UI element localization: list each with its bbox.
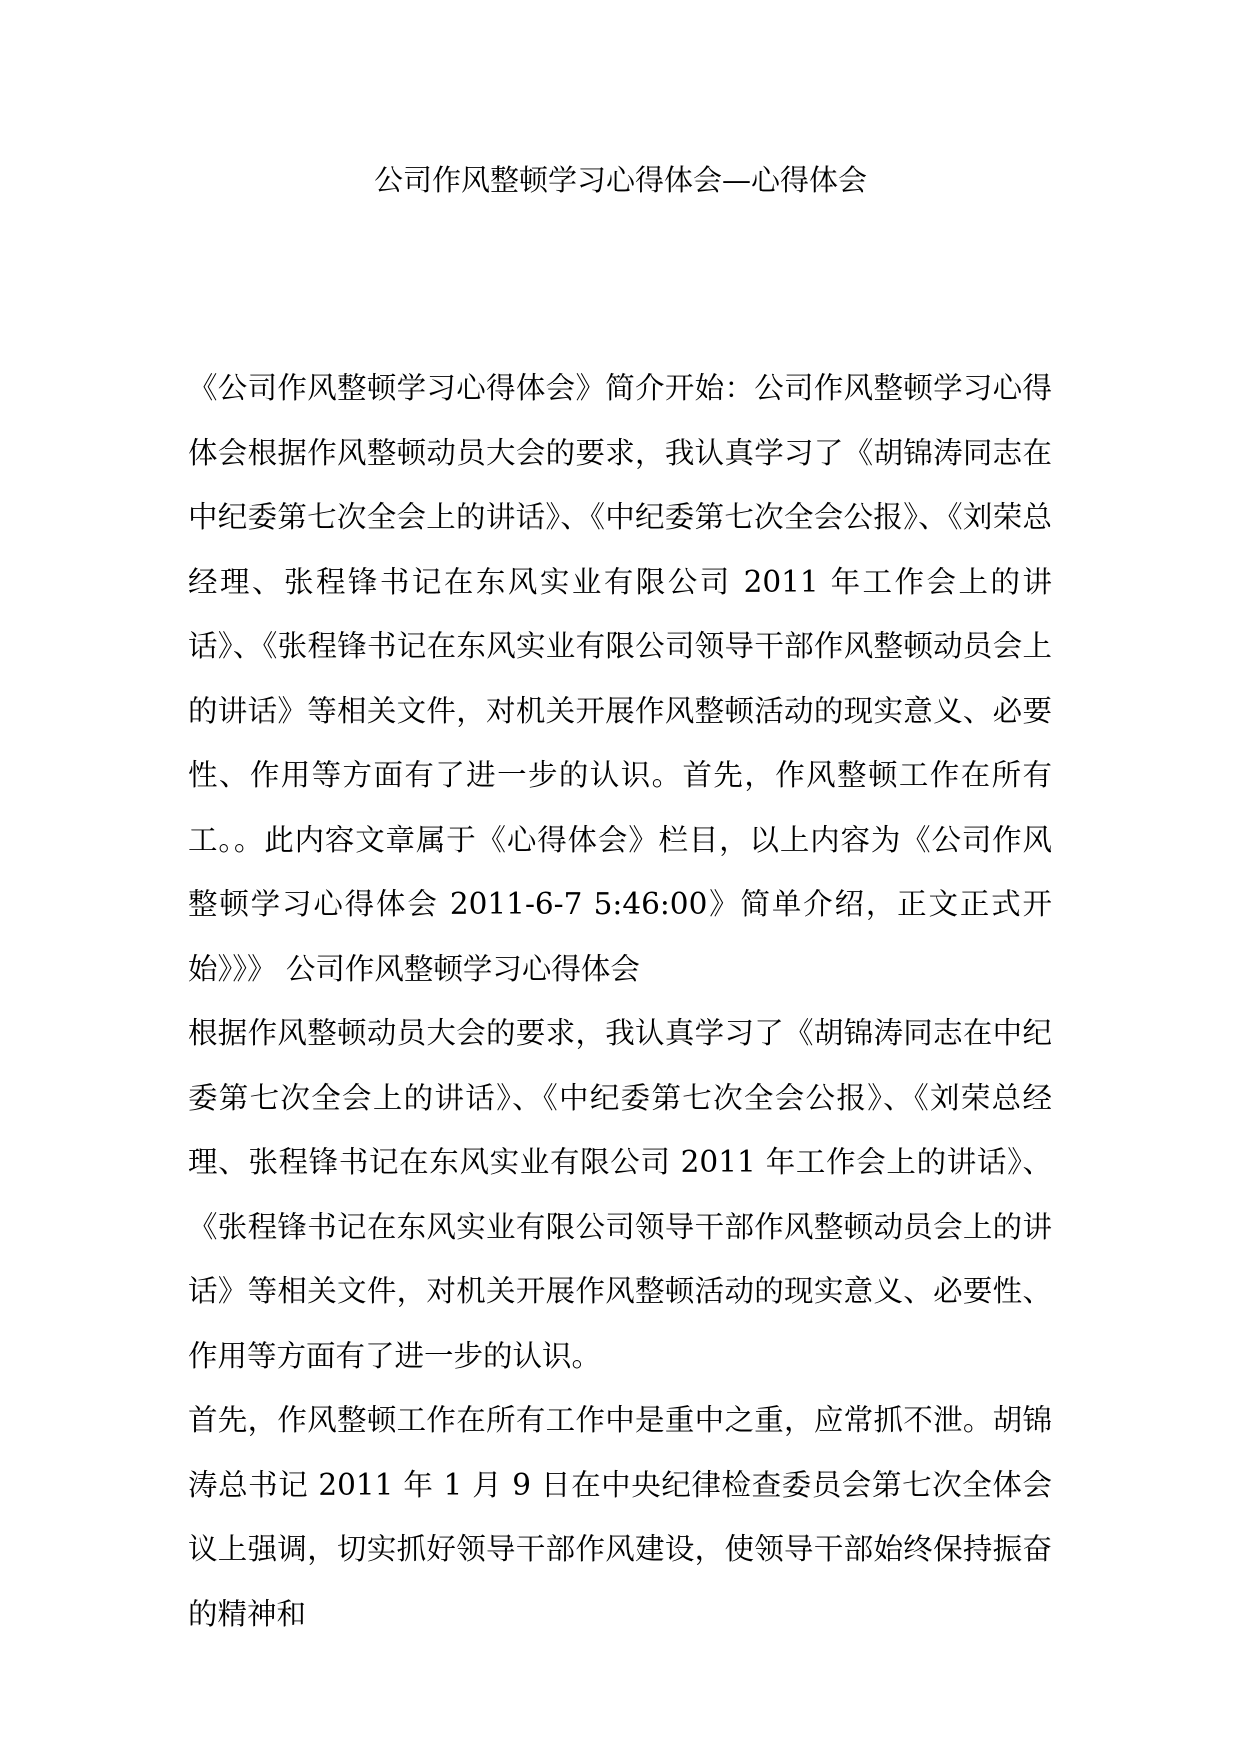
paragraph-1: 根据作风整顿动员大会的要求，我认真学习了《胡锦涛同志在中纪委第七次全会上的讲话》、《中纪委第七次全会公报》、《刘荣总经理、张程锋书记在东风实业有限公司 2011 年工作会上的讲话》、《张程锋书记在东风实业有限公司领导干部作风整顿动员会上的讲话》等相关文件，对机关开展作风整顿活动的现实意义、必要性、作用等方面有了进一步的认识。 [188, 1016, 1052, 1373]
document-body [188, 356, 1052, 1646]
document-title: 公司作风整顿学习心得体会—心得体会 [373, 163, 867, 197]
paragraph-2: 首先，作风整顿工作在所有工作中是重中之重，应常抓不泄。胡锦涛总书记 2011 年 1 月 9 日在中央纪律检查委员会第七次全体会议上强调，切实抓好领导干部作风建设，使领导干部始终保持振奋的精神和 [188, 1403, 1052, 1631]
paragraph-intro: 《公司作风整顿学习心得体会》简介开始：公司作风整顿学习心得体会根据作风整顿动员大会的要求，我认真学习了《胡锦涛同志在中纪委第七次全会上的讲话》、《中纪委第七次全会公报》、《刘荣总经理、张程锋书记在东风实业有限公司 2011 年工作会上的讲话》、《张程锋书记在东风实业有限公司领导干部作风整顿动员会上的讲话》等相关文件，对机关开展作风整顿活动的现实意义、必要性、作用等方面有了进一步的认识。首先，作风整顿工作在所有工。。此内容文章属于《心得体会》栏目，以上内容为《公司作风整顿学习心得体会 2011-6-7 5:46:00》简单介绍，正文正式开始》》》 公司作风整顿学习心得体会 [188, 371, 1052, 986]
